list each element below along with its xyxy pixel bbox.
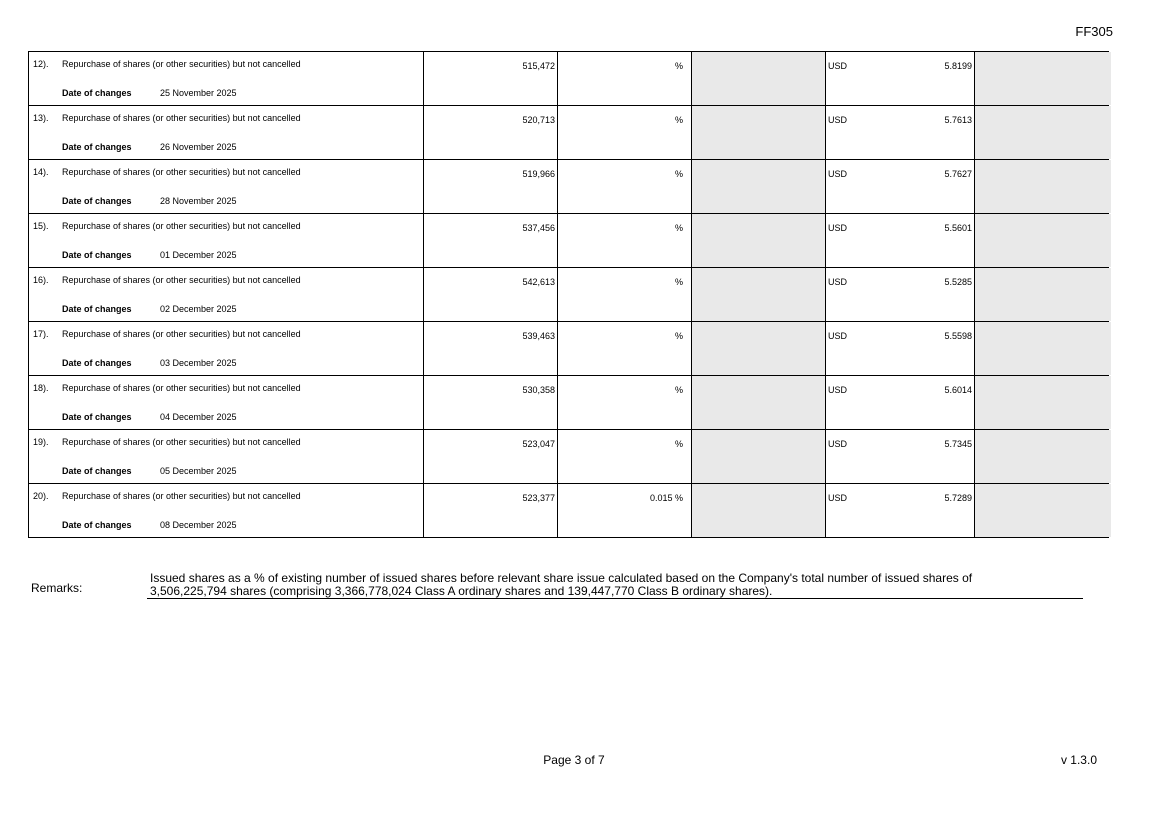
row-index: 12). <box>33 59 49 69</box>
row-index: 19). <box>33 437 49 447</box>
shaded-cell <box>974 106 1111 159</box>
price-cell <box>825 214 974 267</box>
date-of-changes-label: Date of changes <box>62 88 132 98</box>
shaded-cell <box>974 268 1111 321</box>
date-of-changes-label: Date of changes <box>62 466 132 476</box>
row-description: Repurchase of shares (or other securities) but not cancelled <box>62 329 301 339</box>
shares-value: 523,377 <box>522 493 555 503</box>
table-row <box>28 268 1109 322</box>
shares-cell <box>423 268 557 321</box>
date-of-changes-label: Date of changes <box>62 358 132 368</box>
shaded-cell <box>691 52 825 105</box>
currency-value: USD <box>828 277 848 287</box>
price-value: 5.7345 <box>944 439 972 449</box>
percentage-cell <box>557 376 691 429</box>
remarks-text <box>147 572 1083 599</box>
table-row <box>28 430 1109 484</box>
table-row <box>28 322 1109 376</box>
percentage-cell <box>557 106 691 159</box>
date-of-changes-value: 03 December 2025 <box>160 358 237 368</box>
row-description: Repurchase of shares (or other securities) but not cancelled <box>62 221 301 231</box>
table-row <box>28 214 1109 268</box>
shares-value: 537,456 <box>522 223 555 233</box>
row-index: 20). <box>33 491 49 501</box>
date-of-changes-label: Date of changes <box>62 304 132 314</box>
shaded-cell <box>974 430 1111 483</box>
price-cell <box>825 376 974 429</box>
currency-value: USD <box>828 385 848 395</box>
table-row <box>28 106 1109 160</box>
shares-cell <box>423 214 557 267</box>
percentage-cell <box>557 214 691 267</box>
shaded-cell <box>974 214 1111 267</box>
shares-cell <box>423 484 557 537</box>
date-of-changes-label: Date of changes <box>62 142 132 152</box>
percentage-value: % <box>674 223 683 233</box>
price-value: 5.5285 <box>944 277 972 287</box>
date-of-changes-label: Date of changes <box>62 412 132 422</box>
currency-value: USD <box>828 223 848 233</box>
shaded-cell <box>691 214 825 267</box>
description-cell <box>29 106 423 159</box>
shares-value: 520,713 <box>522 115 555 125</box>
shaded-cell <box>691 322 825 375</box>
date-of-changes-value: 02 December 2025 <box>160 304 237 314</box>
percentage-value: % <box>674 277 683 287</box>
currency-value: USD <box>828 331 848 341</box>
row-index: 15). <box>33 221 49 231</box>
row-description: Repurchase of shares (or other securities) but not cancelled <box>62 437 301 447</box>
description-cell <box>29 376 423 429</box>
shares-cell <box>423 106 557 159</box>
shaded-cell <box>974 52 1111 105</box>
percentage-cell <box>557 430 691 483</box>
shares-value: 542,613 <box>522 277 555 287</box>
price-cell <box>825 160 974 213</box>
shares-cell <box>423 52 557 105</box>
table-row <box>28 160 1109 214</box>
form-code: FF305 <box>1075 24 1113 39</box>
remarks-line-1: Issued shares as a % of existing number of issued shares before relevant share issue calculated based on the Company's total number of issued shares of <box>150 571 973 585</box>
currency-value: USD <box>828 115 848 125</box>
date-of-changes-value: 28 November 2025 <box>160 196 237 206</box>
shaded-cell <box>691 160 825 213</box>
remarks-label: Remarks: <box>31 581 83 595</box>
row-description: Repurchase of shares (or other securities) but not cancelled <box>62 59 301 69</box>
shares-value: 530,358 <box>522 385 555 395</box>
price-value: 5.8199 <box>944 61 972 71</box>
description-cell <box>29 214 423 267</box>
percentage-cell <box>557 484 691 537</box>
table-row <box>28 376 1109 430</box>
price-value: 5.5598 <box>944 331 972 341</box>
currency-value: USD <box>828 169 848 179</box>
currency-value: USD <box>828 493 848 503</box>
share-repurchase-table <box>28 51 1109 538</box>
percentage-cell <box>557 52 691 105</box>
percentage-value: % <box>674 169 683 179</box>
page-number: Page 3 of 7 <box>543 753 605 767</box>
date-of-changes-label: Date of changes <box>62 520 132 530</box>
price-cell <box>825 484 974 537</box>
price-cell <box>825 52 974 105</box>
percentage-cell <box>557 268 691 321</box>
percentage-value: 0.015 % <box>649 493 683 503</box>
shares-cell <box>423 322 557 375</box>
row-description: Repurchase of shares (or other securities) but not cancelled <box>62 113 301 123</box>
date-of-changes-value: 01 December 2025 <box>160 250 237 260</box>
date-of-changes-label: Date of changes <box>62 196 132 206</box>
row-description: Repurchase of shares (or other securities) but not cancelled <box>62 491 301 501</box>
shares-value: 539,463 <box>522 331 555 341</box>
shaded-cell <box>974 376 1111 429</box>
date-of-changes-label: Date of changes <box>62 250 132 260</box>
table-row <box>28 52 1109 106</box>
shaded-cell <box>691 106 825 159</box>
row-index: 16). <box>33 275 49 285</box>
shares-value: 523,047 <box>522 439 555 449</box>
currency-value: USD <box>828 439 848 449</box>
shaded-cell <box>691 268 825 321</box>
table-row <box>28 484 1109 538</box>
date-of-changes-value: 08 December 2025 <box>160 520 237 530</box>
date-of-changes-value: 04 December 2025 <box>160 412 237 422</box>
shaded-cell <box>974 322 1111 375</box>
percentage-value: % <box>674 61 683 71</box>
percentage-cell <box>557 322 691 375</box>
price-cell <box>825 106 974 159</box>
date-of-changes-value: 05 December 2025 <box>160 466 237 476</box>
date-of-changes-value: 26 November 2025 <box>160 142 237 152</box>
description-cell <box>29 484 423 537</box>
version-label: v 1.3.0 <box>1060 753 1097 767</box>
price-cell <box>825 430 974 483</box>
shares-value: 515,472 <box>522 61 555 71</box>
description-cell <box>29 322 423 375</box>
price-value: 5.7613 <box>944 115 972 125</box>
price-cell <box>825 268 974 321</box>
row-index: 18). <box>33 383 49 393</box>
description-cell <box>29 52 423 105</box>
currency-value: USD <box>828 61 848 71</box>
percentage-value: % <box>674 439 683 449</box>
percentage-value: % <box>674 115 683 125</box>
row-description: Repurchase of shares (or other securities) but not cancelled <box>62 167 301 177</box>
date-of-changes-value: 25 November 2025 <box>160 88 237 98</box>
shares-cell <box>423 160 557 213</box>
row-index: 14). <box>33 167 49 177</box>
description-cell <box>29 430 423 483</box>
price-value: 5.6014 <box>944 385 972 395</box>
price-cell <box>825 322 974 375</box>
percentage-value: % <box>674 331 683 341</box>
description-cell <box>29 268 423 321</box>
shaded-cell <box>974 160 1111 213</box>
percentage-value: % <box>674 385 683 395</box>
percentage-cell <box>557 160 691 213</box>
shares-value: 519,966 <box>522 169 555 179</box>
shaded-cell <box>974 484 1111 537</box>
shares-cell <box>423 430 557 483</box>
description-cell <box>29 160 423 213</box>
row-description: Repurchase of shares (or other securities) but not cancelled <box>62 383 301 393</box>
price-value: 5.5601 <box>944 223 972 233</box>
shares-cell <box>423 376 557 429</box>
row-description: Repurchase of shares (or other securities) but not cancelled <box>62 275 301 285</box>
remarks-line-2: 3,506,225,794 shares (comprising 3,366,778,024 Class A ordinary shares and 139,447,770 Class B ordinary shares). <box>150 584 773 598</box>
shaded-cell <box>691 484 825 537</box>
shaded-cell <box>691 430 825 483</box>
price-value: 5.7289 <box>944 493 972 503</box>
price-value: 5.7627 <box>944 169 972 179</box>
row-index: 17). <box>33 329 49 339</box>
shaded-cell <box>691 376 825 429</box>
row-index: 13). <box>33 113 49 123</box>
